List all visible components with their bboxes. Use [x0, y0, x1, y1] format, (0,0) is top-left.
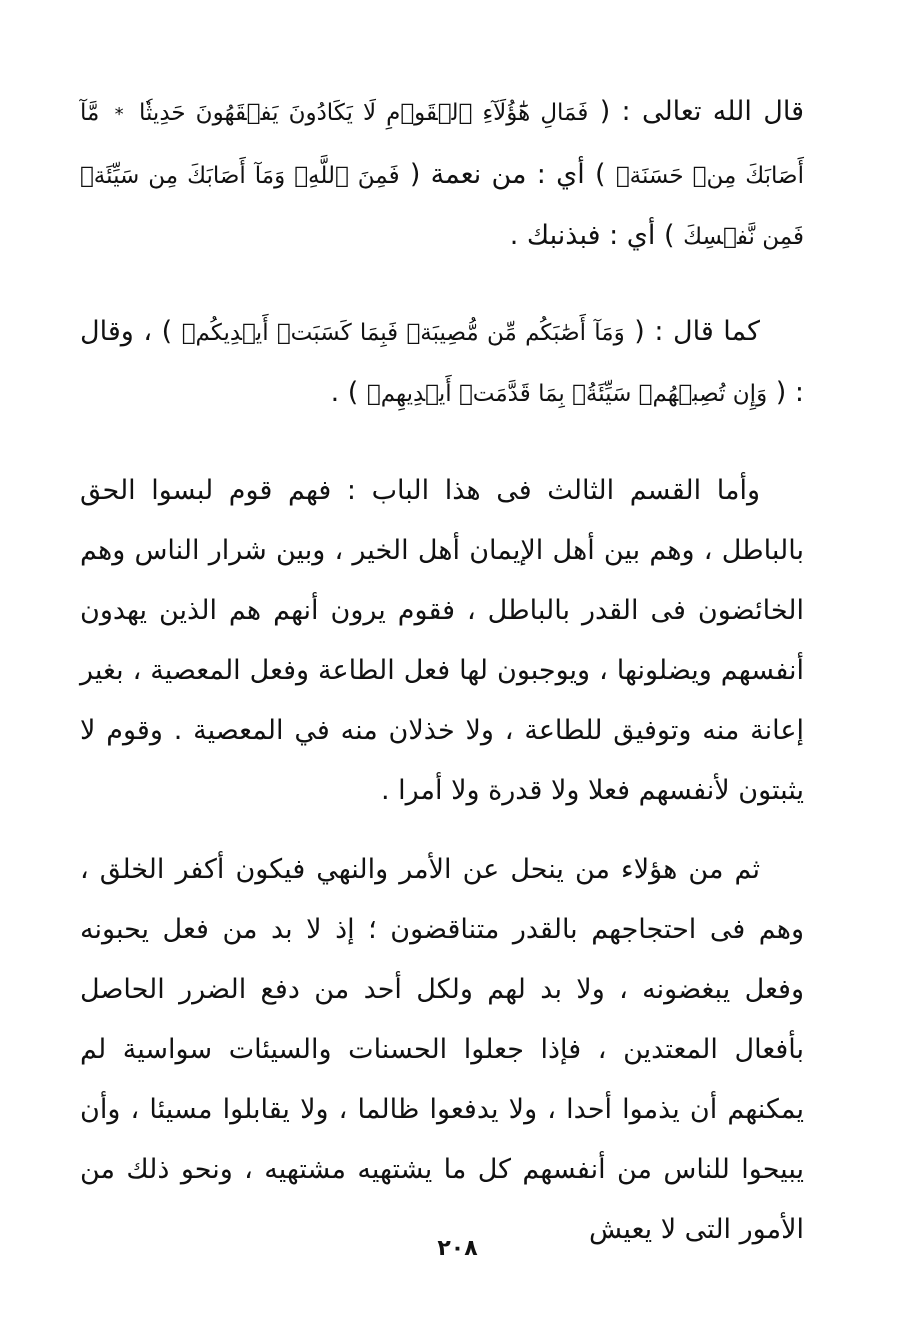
- paragraph-text: وأما القسم الثالث فى هذا الباب : فهم قوم لبسوا الحق بالباطل ، وهم بين أهل الإيمان أهل الخير ، وبين شرار الناس وهم الخائضون فى القدر بالباطل ، فقوم يرون أنهم هم الذين يهدون أنفسهم ويضلونها ، ويوجبون لها فعل الطاعة وفعل المعصية ، بغير إعانة منه وتوفيق للطاعة ، ولا خذلان منه في المعصية . وقوم لا يثبتون لأنفسهم فعلا ولا قدرة ولا أمرا .: [80, 475, 804, 806]
- paragraph-quran-quote-2: [80, 302, 804, 424]
- quote-commentary: ) ، وقال : (: [80, 316, 804, 408]
- quran-verse: وَمَآ أَصَٰبَكُم مِّن مُّصِيبَةٖ فَبِمَا كَسَبَتۡ أَيۡدِيكُمۡ: [181, 320, 625, 346]
- quote-commentary: ) أي : من نعمة (: [409, 159, 606, 190]
- quote-commentary: ) أي : فبذنبك .: [509, 220, 675, 251]
- paragraph-text: ثم من هؤلاء من ينحل عن الأمر والنهي فيكون أكفر الخلق ، وهم فى احتجاجهم بالقدر متناقضون ؛ إذ لا بد من فعل يحبونه وفعل يبغضونه ، ولا بد لهم ولكل أحد من دفع الضرر الحاصل بأفعال المعتدين ، فإذا جعلوا الحسنات والسيئات سواسية لم يمكنهم أن يذموا أحدا ، ولا يدفعوا ظالما ، ولا يقابلوا مسيئا ، وأن يبيحوا للناس من أنفسهم كل ما يشتهيه مشتهيه ، ونحو ذلك من الأمور التى لا يعيش: [80, 854, 804, 1245]
- quote-intro: كما قال : (: [634, 316, 760, 347]
- quote-intro: قال الله تعالى : (: [599, 96, 804, 127]
- paragraph-third-category: [80, 461, 804, 821]
- quran-verse: فَمَالِ هَٰٓؤُلَآءِ ٱلۡقَوۡمِ لَا يَكَادُونَ يَفۡقَهُونَ حَدِيثٗا: [138, 100, 589, 126]
- page-number: ٢٠٨: [437, 1236, 478, 1261]
- quote-commentary: ) .: [330, 377, 359, 408]
- quran-verse: وَإِن تُصِبۡهُمۡ سَيِّئَةُۢ بِمَا قَدَّمَتۡ أَيۡدِيهِمۡ: [366, 381, 768, 407]
- verse-separator-star: *: [114, 104, 124, 125]
- paragraph-quran-quote-1: [80, 82, 804, 267]
- paragraph-contradiction: [80, 840, 804, 1260]
- quran-verse: فَمِنَ ٱللَّهِۖ وَمَآ أَصَابَكَ مِن سَيِّئَةٖ فَمِن نَّفۡسِكَ: [80, 163, 804, 250]
- quran-verse: مَّآ أَصَابَكَ مِنۡ حَسَنَةٖ: [80, 100, 804, 189]
